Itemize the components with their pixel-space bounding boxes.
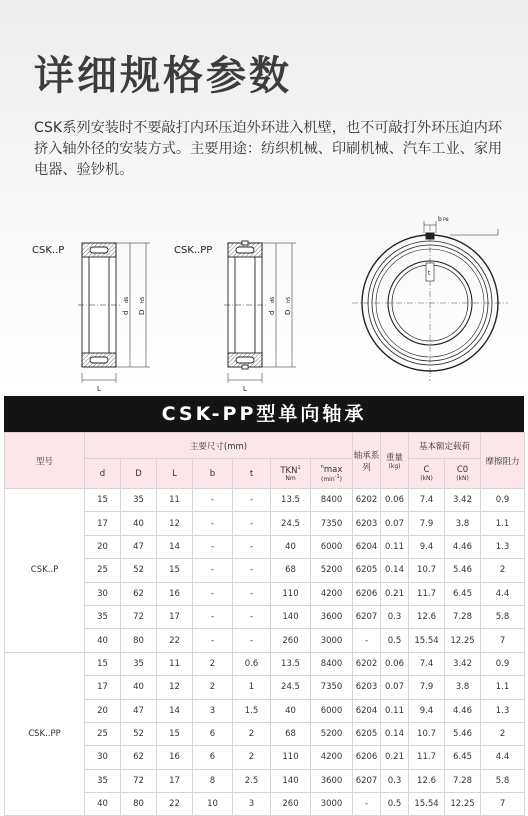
cell-weight: 0.14	[381, 722, 409, 745]
cell-b: -	[193, 512, 233, 535]
cell-t: 1	[233, 676, 271, 699]
cell-nmax: 7350	[311, 512, 353, 535]
header-c0-label: C0	[456, 465, 469, 475]
cell-c: 7.4	[409, 652, 445, 675]
cell-d: 20	[85, 535, 121, 558]
csk-p-fit-d: d6	[124, 296, 130, 303]
cell-series: 6203	[353, 512, 381, 535]
cell-c0: 5.46	[445, 559, 481, 582]
cell-series: -	[353, 629, 381, 652]
cell-tr: 1.1	[481, 512, 525, 535]
header-t: t	[233, 459, 271, 489]
cell-b: 6	[193, 746, 233, 769]
cell-t: -	[233, 559, 271, 582]
cell-D: 62	[121, 746, 157, 769]
cell-c0: 7.28	[445, 605, 481, 628]
header-nmax-pre: n	[320, 463, 324, 470]
front-dim-b: b	[438, 216, 442, 223]
header-weight	[381, 433, 409, 489]
cell-d: 35	[85, 605, 121, 628]
spec-table	[4, 432, 525, 816]
cell-nmax: 4200	[311, 582, 353, 605]
cell-tkn: 40	[271, 699, 311, 722]
cell-nmax: 6000	[311, 535, 353, 558]
front-view-drawing	[352, 221, 508, 381]
cell-c0: 3.8	[445, 676, 481, 699]
header-weight-unit: (kg)	[388, 463, 401, 470]
cell-b: 8	[193, 769, 233, 792]
header-L: L	[157, 459, 193, 489]
cell-d: 15	[85, 489, 121, 512]
cell-tkn: 68	[271, 722, 311, 745]
header-c-label: C	[423, 465, 430, 475]
cell-t: -	[233, 605, 271, 628]
cell-tr: 5.8	[481, 769, 525, 792]
cell-tkn: 140	[271, 605, 311, 628]
cell-series: 6203	[353, 676, 381, 699]
cell-tr: 2	[481, 722, 525, 745]
spec-table-body	[5, 489, 525, 816]
cell-tkn: 40	[271, 535, 311, 558]
cell-t: 2.5	[233, 769, 271, 792]
cell-b: -	[193, 629, 233, 652]
header-tkn-unit: Nm	[285, 475, 296, 483]
cell-tkn: 110	[271, 746, 311, 769]
cell-nmax: 6000	[311, 699, 353, 722]
csk-p-dim-D: D	[138, 309, 146, 315]
cell-weight: 0.06	[381, 652, 409, 675]
cell-D: 52	[121, 559, 157, 582]
drawing-label-csk-pp: CSK..PP	[174, 245, 213, 256]
drawing-label-csk-p: CSK..P	[32, 245, 65, 256]
cell-b: 6	[193, 722, 233, 745]
cell-series: 6206	[353, 746, 381, 769]
cell-weight: 0.06	[381, 489, 409, 512]
cell-L: 22	[157, 793, 193, 816]
cell-L: 16	[157, 582, 193, 605]
cell-series: 6202	[353, 652, 381, 675]
cell-L: 14	[157, 699, 193, 722]
cell-nmax: 7350	[311, 676, 353, 699]
csk-pp-dim-L: L	[243, 385, 247, 393]
cell-b: -	[193, 582, 233, 605]
header-c0-unit: (kN)	[456, 475, 469, 482]
cell-L: 16	[157, 746, 193, 769]
model-cell-csk-pp: CSK..PP	[5, 652, 85, 816]
cell-series: 6205	[353, 559, 381, 582]
cell-d: 25	[85, 722, 121, 745]
cell-t: -	[233, 512, 271, 535]
cell-d: 20	[85, 699, 121, 722]
cell-nmax: 3600	[311, 605, 353, 628]
cell-tr: 5.8	[481, 605, 525, 628]
cell-d: 25	[85, 559, 121, 582]
page-title: 详细规格参数	[34, 53, 292, 99]
cell-D: 52	[121, 722, 157, 745]
cell-weight: 0.21	[381, 582, 409, 605]
cell-L: 14	[157, 535, 193, 558]
spec-table-section	[4, 396, 524, 816]
cell-d: 17	[85, 512, 121, 535]
csk-pp-fit-D: h5	[286, 296, 292, 303]
header-c	[409, 459, 445, 489]
cell-tkn: 13.5	[271, 489, 311, 512]
cell-t: 0.6	[233, 652, 271, 675]
cell-c: 11.7	[409, 746, 445, 769]
cell-weight: 0.07	[381, 512, 409, 535]
cell-c0: 3.42	[445, 489, 481, 512]
cell-d: 40	[85, 629, 121, 652]
cell-series: 6206	[353, 582, 381, 605]
header-rated-load: 基本额定载荷	[409, 433, 481, 459]
cell-b: -	[193, 559, 233, 582]
cell-tr: 1.3	[481, 699, 525, 722]
cell-D: 35	[121, 652, 157, 675]
cell-t: -	[233, 489, 271, 512]
cell-c: 12.6	[409, 605, 445, 628]
table-row	[5, 652, 525, 675]
cell-weight: 0.5	[381, 629, 409, 652]
cell-d: 17	[85, 676, 121, 699]
header-nmax-label: max	[323, 464, 343, 475]
cell-D: 47	[121, 699, 157, 722]
cell-D: 35	[121, 489, 157, 512]
front-fit-b: P8	[443, 218, 449, 223]
cell-weight: 0.3	[381, 769, 409, 792]
cell-series: 6204	[353, 699, 381, 722]
cell-c: 15.54	[409, 793, 445, 816]
cell-L: 15	[157, 559, 193, 582]
cell-D: 72	[121, 769, 157, 792]
cell-L: 17	[157, 769, 193, 792]
model-cell-csk-p: CSK..P	[5, 489, 85, 653]
header-nmax-unit: $(\min^{-1})$	[321, 474, 342, 484]
cell-b: 2	[193, 676, 233, 699]
cell-nmax: 3000	[311, 793, 353, 816]
cell-series: -	[353, 793, 381, 816]
cell-c0: 12.25	[445, 793, 481, 816]
cell-weight: 0.11	[381, 535, 409, 558]
header-weight-label: 重量	[386, 453, 404, 463]
header-d: d	[85, 459, 121, 489]
cell-D: 80	[121, 793, 157, 816]
header-friction: 摩擦阻力	[481, 433, 525, 489]
cell-weight: 0.3	[381, 605, 409, 628]
cell-tr: 0.9	[481, 652, 525, 675]
cell-c: 15.54	[409, 629, 445, 652]
header-tkn-label: TKN	[280, 465, 298, 476]
cell-tr: 1.3	[481, 535, 525, 558]
cell-t: -	[233, 535, 271, 558]
header-model: 型号	[5, 433, 85, 489]
cell-series: 6207	[353, 605, 381, 628]
cell-t: 2	[233, 722, 271, 745]
cell-L: 11	[157, 652, 193, 675]
cell-tkn: 140	[271, 769, 311, 792]
cell-tr: 0.9	[481, 489, 525, 512]
cell-tr: 2	[481, 559, 525, 582]
cell-b: 2	[193, 652, 233, 675]
cell-weight: 0.07	[381, 676, 409, 699]
cell-L: 12	[157, 676, 193, 699]
cell-b: -	[193, 489, 233, 512]
table-title: CSK-PP型单向轴承	[4, 396, 524, 432]
csk-pp-fit-d: d6	[270, 296, 276, 303]
cell-d: 30	[85, 746, 121, 769]
header-tkn-sup: 1	[297, 464, 301, 471]
cell-tr: 7	[481, 629, 525, 652]
cell-nmax: 3000	[311, 629, 353, 652]
cell-series: 6202	[353, 489, 381, 512]
cell-L: 11	[157, 489, 193, 512]
cell-b: 3	[193, 699, 233, 722]
cell-L: 17	[157, 605, 193, 628]
drawings-svg	[0, 205, 528, 395]
cell-c0: 6.45	[445, 746, 481, 769]
cell-c: 9.4	[409, 535, 445, 558]
cell-L: 22	[157, 629, 193, 652]
cell-d: 40	[85, 793, 121, 816]
cell-D: 72	[121, 605, 157, 628]
cell-c: 10.7	[409, 559, 445, 582]
header-tkn	[271, 459, 311, 489]
cell-tr: 1.1	[481, 676, 525, 699]
header-c-unit: (kN)	[420, 475, 433, 482]
cell-c0: 7.28	[445, 769, 481, 792]
cell-weight: 0.5	[381, 793, 409, 816]
cell-tkn: 13.5	[271, 652, 311, 675]
cell-D: 40	[121, 676, 157, 699]
header-main-dims: 主要尺寸(mm)	[85, 433, 353, 459]
cell-c0: 6.45	[445, 582, 481, 605]
cell-c0: 12.25	[445, 629, 481, 652]
cell-tr: 4.4	[481, 582, 525, 605]
cell-c: 11.7	[409, 582, 445, 605]
header-series: 轴承系列	[353, 433, 381, 489]
csk-p-fit-D: h5	[140, 296, 146, 303]
cell-L: 15	[157, 722, 193, 745]
cell-weight: 0.11	[381, 699, 409, 722]
cell-nmax: 5200	[311, 722, 353, 745]
cell-nmax: 8400	[311, 489, 353, 512]
cell-t: -	[233, 629, 271, 652]
csk-pp-dim-d: d	[268, 310, 276, 315]
cell-D: 80	[121, 629, 157, 652]
cell-c0: 3.42	[445, 652, 481, 675]
cell-D: 40	[121, 512, 157, 535]
cell-tr: 4.4	[481, 746, 525, 769]
header-D: D	[121, 459, 157, 489]
cell-L: 12	[157, 512, 193, 535]
csk-p-dim-L: L	[97, 385, 101, 393]
cell-series: 6204	[353, 535, 381, 558]
cell-series: 6205	[353, 722, 381, 745]
cell-tkn: 110	[271, 582, 311, 605]
cell-c0: 3.8	[445, 512, 481, 535]
cell-tkn: 260	[271, 629, 311, 652]
cell-b: -	[193, 605, 233, 628]
front-dim-t: t	[428, 270, 431, 277]
cell-b: 10	[193, 793, 233, 816]
header-b: b	[193, 459, 233, 489]
cell-c0: 5.46	[445, 722, 481, 745]
cell-tkn: 68	[271, 559, 311, 582]
cell-D: 47	[121, 535, 157, 558]
cell-tkn: 260	[271, 793, 311, 816]
cell-weight: 0.14	[381, 559, 409, 582]
cell-tkn: 24.5	[271, 676, 311, 699]
cell-nmax: 4200	[311, 746, 353, 769]
cell-D: 62	[121, 582, 157, 605]
cell-weight: 0.21	[381, 746, 409, 769]
cell-c: 10.7	[409, 722, 445, 745]
cell-t: 1.5	[233, 699, 271, 722]
cell-t: 2	[233, 746, 271, 769]
cell-d: 30	[85, 582, 121, 605]
cell-c: 9.4	[409, 699, 445, 722]
cell-c0: 4.46	[445, 535, 481, 558]
cell-c: 7.9	[409, 676, 445, 699]
cell-nmax: 3600	[311, 769, 353, 792]
cell-tr: 7	[481, 793, 525, 816]
cell-d: 35	[85, 769, 121, 792]
cell-nmax: 5200	[311, 559, 353, 582]
cell-t: 3	[233, 793, 271, 816]
cell-nmax: 8400	[311, 652, 353, 675]
csk-pp-dim-D: D	[284, 309, 292, 315]
cell-d: 15	[85, 652, 121, 675]
cell-series: 6207	[353, 769, 381, 792]
cell-b: -	[193, 535, 233, 558]
header-c0	[445, 459, 481, 489]
technical-drawings	[0, 205, 528, 395]
cell-c0: 4.46	[445, 699, 481, 722]
cell-c: 12.6	[409, 769, 445, 792]
table-row	[5, 489, 525, 512]
cell-t: -	[233, 582, 271, 605]
cell-tkn: 24.5	[271, 512, 311, 535]
cell-c: 7.9	[409, 512, 445, 535]
header-nmax	[311, 459, 353, 489]
cell-c: 7.4	[409, 489, 445, 512]
csk-p-dim-d: d	[122, 310, 130, 315]
product-description: CSK系列安装时不要敲打内环压迫外环进入机壁，也不可敲打外环压迫内环挤入轴外径的安装方式。主要用途：纺织机械、印刷机械、汽车工业、家用电器、验钞机。	[34, 120, 503, 178]
